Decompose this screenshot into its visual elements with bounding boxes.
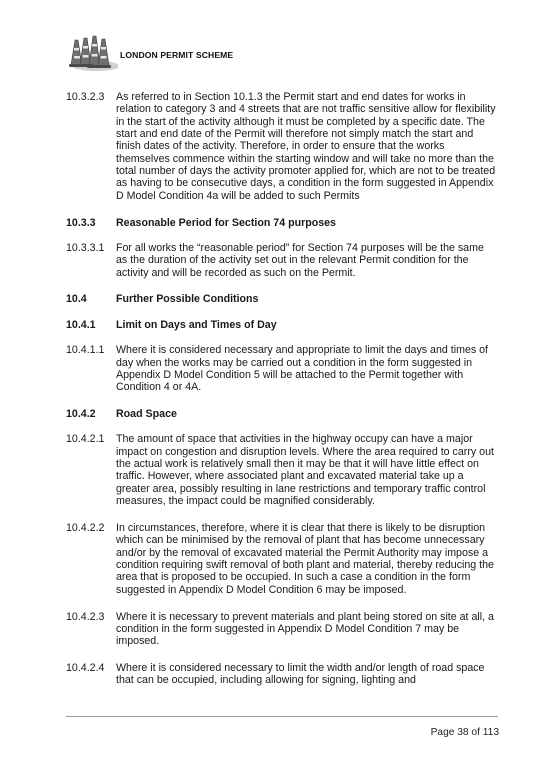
clause-number: 10.3.3.1: [66, 241, 105, 254]
paragraph: [66, 242, 496, 279]
scheme-title: LONDON PERMIT SCHEME: [120, 50, 234, 60]
section-title: Reasonable Period for Section 74 purposes: [116, 216, 336, 229]
clause-number: 10.4.2.4: [66, 662, 105, 675]
paragraph: [66, 91, 496, 202]
section-title: Limit on Days and Times of Day: [116, 318, 277, 331]
paragraph: [66, 662, 496, 687]
clause-number: 10.4.2.1: [66, 433, 105, 446]
section-heading: [66, 408, 496, 420]
clause-text: Where it is necessary to prevent materials and plant being stored on site at all, a condition in the form suggested in Appendix D Model Condition 7 may be imposed.: [116, 610, 494, 648]
clause-number: 10.3.2.3: [66, 91, 105, 103]
clause-text: For all works the “reasonable period” for Section 74 purposes will be the same as the duration of the activity set out in the relevant Permit condition for the activity and will be recorded as such on the Permit.: [116, 241, 484, 279]
clause-text: The amount of space that activities in the highway occupy can have a major impact on congestion and disruption levels. Where the area required to carry out the actual work is relatively small then it may be that it will have little effect on traffic. However, where associated plant and excavated material take up a greater area, possibly resulting in lane restrictions and temporary traffic control measures, the impact could be magnified considerably.: [116, 433, 494, 508]
clause-number: 10.4.2.3: [66, 610, 105, 623]
paragraph: [66, 433, 496, 507]
section-heading: [66, 293, 496, 305]
paragraph: [66, 611, 496, 648]
section-heading: [66, 319, 496, 331]
clause-text: Where it is considered necessary to limit the width and/or length of road space that can be occupied, including allowing for signing, lighting and: [116, 662, 485, 687]
paragraph: [66, 344, 496, 393]
document-body: [66, 91, 496, 701]
page-header: [66, 30, 366, 74]
clause-number: 10.4.1.1: [66, 344, 105, 357]
traffic-cones-icon: [66, 30, 118, 72]
section-number: 10.4.1: [66, 318, 96, 331]
paragraph: [66, 522, 496, 596]
clause-text: In circumstances, therefore, where it is clear that there is likely to be disruption which can be minimised by the removal of plant that has become unnecessary and/or by the removal of excavated material the Permit Authority may impose a condition requiring swift removal of both plant and material, thereby reducing the area that is proposed to be occupied. In such a case a condition in the form suggested in Appendix D Model Condition 6 may be imposed.: [116, 521, 494, 596]
section-number: 10.4.2: [66, 408, 96, 421]
section-number: 10.3.3: [66, 216, 96, 229]
section-number: 10.4: [66, 293, 87, 306]
section-title: Further Possible Conditions: [116, 293, 259, 306]
section-title: Road Space: [116, 408, 177, 421]
clause-number: 10.4.2.2: [66, 521, 105, 534]
clause-text: Where it is considered necessary and appropriate to limit the days and times of day when the works may be carried out a condition in the form suggested in Appendix D Model Condition 5 will be attached to the Permit together with Condition 4 or 4A.: [116, 344, 489, 394]
footer-divider: [66, 716, 498, 717]
page-number: Page 38 of 113: [430, 727, 499, 738]
clause-text: As referred to in Section 10.1.3 the Permit start and end dates for works in relation to category 3 and 4 streets that are not traffic sensitive allow for flexibility in the start of the activity although it must be completed by a specific date. The start and end date of the Permit will therefore not simply match the start and finish dates of the activity. Therefore, in order to ensure that the works themselves commence within the starting window and will take no more than the total number of days the activity promoter applied for, which are not to be treated as having to be consecutive days, a condition in the form suggested in Appendix D Model Condition 4a will be added to such Permits: [116, 91, 496, 202]
section-heading: [66, 217, 496, 229]
